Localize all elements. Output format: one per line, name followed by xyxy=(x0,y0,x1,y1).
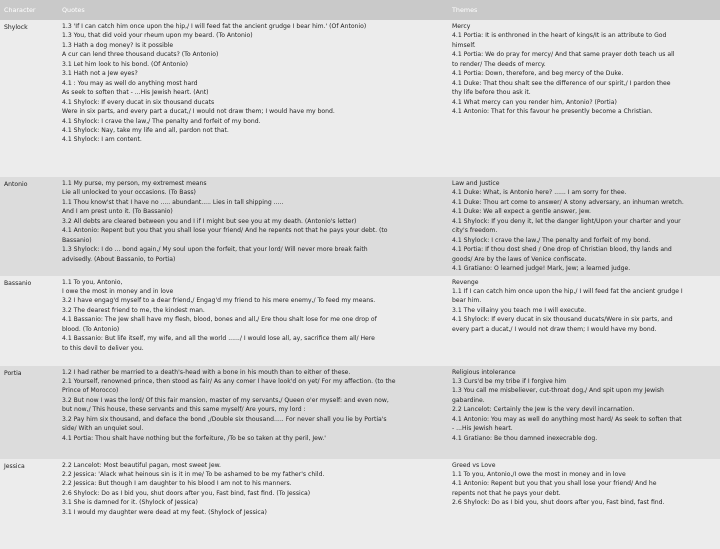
quote-line: 4.1 Portia: Thou shalt have nothing but the forfeiture, /To be so taken at thy peril, Jew.' xyxy=(62,434,326,442)
quote-line: 2.2 Lancelot: Most beautiful pagan, most sweet Jew. xyxy=(62,461,221,469)
quote-line: 4.1 Shylock: I am content. xyxy=(62,136,142,144)
theme-line: 4.1 Gratiano: O learned judge! Mark, Jew; a learned judge. xyxy=(452,265,631,273)
themes-cell xyxy=(448,459,720,549)
quotes-cell xyxy=(58,177,448,276)
quote-line: A cur can lend three thousand ducats? (To Antonio) xyxy=(62,51,219,59)
quote-line: Bassanio) xyxy=(62,236,92,244)
theme-line: 4.1 Antonio: Repent but you that you shall lose your friend/ And he xyxy=(452,480,657,488)
theme-line: to render/ The deeds of mercy. xyxy=(452,60,546,68)
quotes-cell xyxy=(58,459,448,549)
quote-line: 3.2 The dearest friend to me, the kindest man. xyxy=(62,306,205,314)
theme-line: - ...His Jewish heart. xyxy=(452,425,513,433)
quote-line: 1.3 You, that did void your rheum upon my beard. (To Antonio) xyxy=(62,32,253,40)
quotes-cell xyxy=(58,20,448,177)
quote-line: 1.1 Thou know'st that I have no ..... abundant..... Lies in tall shipping ..... xyxy=(62,198,284,206)
header-themes: Themes xyxy=(448,0,720,20)
quote-line: 4.1 Shylock: Nay, take my life and all, pardon not that. xyxy=(62,126,229,134)
character-cell: Antonio xyxy=(0,177,58,276)
quote-line: 4.1 Shylock: If every ducat in six thousand ducats xyxy=(62,98,215,106)
header-quotes: Quotes xyxy=(58,0,448,20)
quote-line: 1.1 My purse, my person, my extremest means xyxy=(62,180,207,187)
theme-line: thy life before thou ask it. xyxy=(452,89,531,97)
theme-line: 4.1 Gratiano: Be thou damned inexecrable dog. xyxy=(452,434,598,442)
quote-line: advisedly. (About Bassanio, to Portia) xyxy=(62,255,176,263)
quote-line: 2.1 Yourself, renowned prince, then stood as fair/ As any comer I have look'd on yet/ For my affection. (to the xyxy=(62,377,396,385)
themes-cell xyxy=(448,20,720,177)
theme-line: every part a ducat,/ I would not draw them; I would have my bond. xyxy=(452,325,657,333)
theme-line: 4.1 Shylock: I crave the law,/ The penalty and forfeit of my bond. xyxy=(452,236,651,244)
quote-line: 1.1 To you, Antonio, xyxy=(62,278,123,286)
quote-line: 2.6 Shylock: Do as I bid you, shut doors after you, Fast bind, fast find. (To Jessica) xyxy=(62,489,311,497)
theme-line: gabardine. xyxy=(452,396,485,404)
theme-line: 1.1 To you, Antonio,/I owe the most in money and in love xyxy=(452,470,626,478)
quote-line: 3.2 All debts are cleared between you and I if I might but see you at my death. (Antonio's letter) xyxy=(62,217,357,225)
theme-line: Law and Justice xyxy=(452,180,500,187)
theme-line: 4.1 Portia: If thou dost shed / One drop of Christian blood, thy lands and xyxy=(452,246,672,254)
quote-line: 2.2 Jessica: But though I am daughter to his blood I am not to his manners. xyxy=(62,480,292,488)
quote-line: 4.1 Bassanio: The Jew shall have my flesh, blood, bones and all,/ Ere thou shalt lose for me one drop of xyxy=(62,316,377,324)
theme-line: 3.1 The villainy you teach me I will execute. xyxy=(452,306,587,314)
theme-line: himself. xyxy=(452,41,476,49)
theme-line: Religious intolerance xyxy=(452,368,516,376)
quote-line: 4.1 Shylock: I crave the law,/ The penalty and forfeit of my bond. xyxy=(62,117,261,125)
theme-line: Greed vs Love xyxy=(452,461,496,469)
theme-line: 1.3 Curs'd be my tribe if I forgive him xyxy=(452,377,567,385)
quote-line: 3.1 Hath not a Jew eyes? xyxy=(62,70,138,78)
quote-line: Prince of Morocco) xyxy=(62,387,119,395)
theme-line: 1.1 If I can catch him once upon the hip,/ I will feed fat the ancient grudge I xyxy=(452,287,683,295)
table-row xyxy=(0,366,720,459)
theme-line: 4.1 Shylock: If every ducat in six thousand ducats/Were in six parts, and xyxy=(452,316,673,324)
quote-line: And I am prest unto it. (To Bassanio) xyxy=(62,208,173,216)
theme-line: Revenge xyxy=(452,278,479,286)
quote-line: side/ With an unquiet soul. xyxy=(62,425,144,433)
quote-line: 3.2 But now I was the lord/ Of this fair mansion, master of my servants,/ Queen o'er myself: and even now, xyxy=(62,396,389,404)
quote-line: Lie all unlocked to your occasions. (To Bass) xyxy=(62,189,196,197)
character-cell: Jessica xyxy=(0,459,58,549)
theme-line: bear him. xyxy=(452,297,482,305)
quote-line: 4.1 : You may as well do anything most hard xyxy=(62,79,198,87)
theme-line: 4.1 Duke: Thou art come to answer/ A stony adversary, an inhuman wretch. xyxy=(452,198,684,206)
quote-line: 2.2 Jessica: 'Alack what heinous sin is it in me/ To be ashamed to be my father's child. xyxy=(62,470,325,478)
table-row xyxy=(0,20,720,177)
theme-line: 4.1 Portia: It is enthroned in the heart of kings/It is an attribute to God xyxy=(452,32,667,40)
quote-line: 3.2 I have engag'd myself to a dear friend,/ Engag'd my friend to his mere enemy,/ To feed my means. xyxy=(62,297,376,305)
theme-line: 4.1 Portia: We do pray for mercy/ And that same prayer doth teach us all xyxy=(452,51,675,59)
quote-line: I owe the most in money and in love xyxy=(62,287,174,295)
theme-line: 1.3 You call me misbeliever, cut-throat dog,/ And spit upon my Jewish xyxy=(452,387,664,395)
theme-line: 4.1 Duke: That thou shalt see the difference of our spirit,/ I pardon thee xyxy=(452,79,671,87)
theme-line: 4.1 Duke: What, is Antonio here? ...... I am sorry for thee. xyxy=(452,189,627,197)
character-cell: Portia xyxy=(0,366,58,459)
theme-line: 4.1 Duke: We all expect a gentle answer, Jew. xyxy=(452,208,591,216)
theme-line: Mercy xyxy=(452,23,471,30)
theme-line: city's freedom. xyxy=(452,227,498,235)
quotes-cell xyxy=(58,276,448,366)
header-character: Character xyxy=(0,0,58,20)
theme-line: 4.1 Antonio: That for this favour he presently become a Christian. xyxy=(452,108,653,116)
theme-line: 2.6 Shylock: Do as I bid you, shut doors after you, Fast bind, fast find. xyxy=(452,499,665,507)
quote-line: 4.1 Antonio: Repent but you that you shall lose your friend/ And he repents not that he pays your debt. (to xyxy=(62,227,388,235)
theme-line: 4.1 Portia: Down, therefore, and beg mercy of the Duke. xyxy=(452,70,624,78)
theme-line: goods/ Are by the laws of Venice confiscate. xyxy=(452,255,587,263)
themes-cell xyxy=(448,177,720,276)
quote-line: 1.3 Shylock: I do ... bond again,/ My soul upon the forfeit, that your lord/ Will never more break faith xyxy=(62,246,368,254)
quote-line: 1.3 Hath a dog money? Is it possible xyxy=(62,41,174,49)
theme-line: repents not that he pays your debt. xyxy=(452,489,561,497)
table-body xyxy=(0,20,720,549)
themes-cell xyxy=(448,366,720,459)
quote-line: Were in six parts, and every part a ducat,/ I would not draw them; I would have my bond. xyxy=(62,108,335,116)
quote-line: 4.1 Bassanio: But life itself, my wife, and all the world ....../ I would lose all, ay, sacrifice them all/ Here xyxy=(62,335,375,343)
character-cell: Bassanio xyxy=(0,276,58,366)
quote-line: 1.2 I had rather be married to a death's-head with a bone in his mouth than to either of these. xyxy=(62,368,351,376)
theme-line: 2.2 Lancelot: Certainly the Jew is the very devil incarnation. xyxy=(452,406,635,414)
theme-line: 4.1 Shylock: If you deny it, let the danger light/Upon your charter and your xyxy=(452,217,681,225)
quote-line: As seek to soften that - ...His Jewish heart. (Ant) xyxy=(62,89,209,97)
quote-line: 3.2 Pay him six thousand, and deface the bond ,/Double six thousand..... For never shall you lie by Portia's xyxy=(62,415,387,423)
quote-line: 3.1 I would my daughter were dead at my feet. (Shylock of Jessica) xyxy=(62,508,267,516)
table-row xyxy=(0,177,720,276)
table-row xyxy=(0,459,720,549)
quote-line: but now,/ This house, these servants and this same myself/ Are yours, my lord : xyxy=(62,406,306,414)
quote-line: 3.1 Let him look to his bond. (Of Antonio) xyxy=(62,60,189,68)
quote-line: 3.1 She is damned for it. (Shylock of Jessica) xyxy=(62,499,198,507)
theme-line: 4.1 Antonio: You may as well do anything most hard/ As seek to soften that xyxy=(452,415,682,423)
theme-line: 4.1 What mercy can you render him, Antonio? (Portia) xyxy=(452,98,617,106)
table-row xyxy=(0,276,720,366)
quote-line: 1.3 'If I can catch him once upon the hip,/ I will feed fat the ancient grudge I bear him.' (Of Antonio) xyxy=(62,23,367,30)
header-row xyxy=(0,0,720,20)
themes-cell xyxy=(448,276,720,366)
quote-line: to this devil to deliver you. xyxy=(62,344,144,352)
quotes-cell xyxy=(58,366,448,459)
quote-line: blood. (To Antonio) xyxy=(62,325,120,333)
character-cell: Shylock xyxy=(0,20,58,177)
